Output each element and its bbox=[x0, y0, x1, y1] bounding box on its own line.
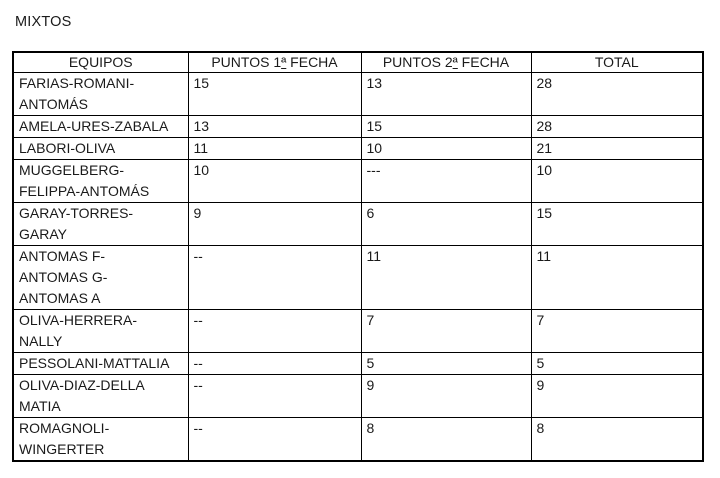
table-row bbox=[13, 246, 703, 310]
equipo-line: FELIPPA-ANTOMÁS bbox=[19, 183, 150, 199]
puntos-1-cell: -- bbox=[188, 418, 361, 462]
total-cell: 10 bbox=[531, 160, 703, 203]
table-row bbox=[13, 160, 703, 203]
equipo-line: ANTOMÁS bbox=[19, 96, 88, 112]
page-title: MIXTOS bbox=[15, 14, 72, 30]
puntos-1-cell: 10 bbox=[188, 160, 361, 203]
scores-table bbox=[12, 51, 704, 462]
total-cell: 11 bbox=[531, 246, 703, 310]
puntos-1-cell: -- bbox=[188, 246, 361, 310]
equipo-cell bbox=[13, 246, 188, 310]
table-row bbox=[13, 310, 703, 353]
puntos-2-cell: 11 bbox=[361, 246, 531, 310]
equipo-cell bbox=[13, 138, 188, 160]
equipo-line: GARAY-TORRES- bbox=[19, 205, 134, 221]
header-text: FECHA bbox=[286, 54, 338, 70]
equipo-line: AMELA-URES-ZABALA bbox=[19, 118, 169, 134]
table-row bbox=[13, 138, 703, 160]
table-row bbox=[13, 375, 703, 418]
table-row bbox=[13, 353, 703, 375]
equipo-cell bbox=[13, 353, 188, 375]
equipo-cell bbox=[13, 310, 188, 353]
column-header-equipos bbox=[13, 52, 188, 73]
table-row bbox=[13, 418, 703, 462]
equipo-line: ANTOMAS G- bbox=[19, 269, 108, 285]
equipo-line: GARAY bbox=[19, 226, 67, 242]
total-cell: 28 bbox=[531, 116, 703, 138]
equipo-line: LABORI-OLIVA bbox=[19, 140, 116, 156]
column-header-puntos_1 bbox=[188, 52, 361, 73]
total-cell: 28 bbox=[531, 73, 703, 116]
ordinal-indicator: ª bbox=[281, 54, 287, 70]
puntos-1-cell: -- bbox=[188, 353, 361, 375]
table-row bbox=[13, 73, 703, 116]
puntos-1-cell: 13 bbox=[188, 116, 361, 138]
equipo-cell bbox=[13, 375, 188, 418]
puntos-2-cell: 5 bbox=[361, 353, 531, 375]
ordinal-indicator: ª bbox=[452, 54, 458, 70]
puntos-1-cell: 15 bbox=[188, 73, 361, 116]
equipo-line: MUGGELBERG- bbox=[19, 162, 125, 178]
total-cell: 9 bbox=[531, 375, 703, 418]
header-row bbox=[13, 52, 703, 73]
column-header-total bbox=[531, 52, 703, 73]
puntos-1-cell: -- bbox=[188, 310, 361, 353]
equipo-line: ROMAGNOLI- bbox=[19, 420, 110, 436]
total-cell: 15 bbox=[531, 203, 703, 246]
header-text: PUNTOS 1 bbox=[211, 54, 282, 70]
header-text: EQUIPOS bbox=[68, 54, 133, 70]
table-row bbox=[13, 116, 703, 138]
puntos-1-cell: 9 bbox=[188, 203, 361, 246]
puntos-2-cell: 6 bbox=[361, 203, 531, 246]
puntos-2-cell: 15 bbox=[361, 116, 531, 138]
equipo-line: ANTOMAS F- bbox=[19, 248, 106, 264]
puntos-1-cell: 11 bbox=[188, 138, 361, 160]
table-row bbox=[13, 203, 703, 246]
total-cell: 8 bbox=[531, 418, 703, 462]
equipo-line: MATIA bbox=[19, 398, 61, 414]
equipo-line: OLIVA-DIAZ-DELLA bbox=[19, 377, 145, 393]
puntos-1-cell: -- bbox=[188, 375, 361, 418]
puntos-2-cell: --- bbox=[361, 160, 531, 203]
puntos-2-cell: 7 bbox=[361, 310, 531, 353]
equipo-line: NALLY bbox=[19, 333, 63, 349]
table-header bbox=[13, 52, 703, 73]
puntos-2-cell: 10 bbox=[361, 138, 531, 160]
equipo-line: ANTOMAS A bbox=[19, 290, 101, 306]
total-cell: 21 bbox=[531, 138, 703, 160]
equipo-line: PESSOLANI-MATTALIA bbox=[19, 355, 170, 371]
header-text: FECHA bbox=[457, 54, 510, 70]
equipo-line: OLIVA-HERRERA- bbox=[19, 312, 137, 328]
total-cell: 5 bbox=[531, 353, 703, 375]
equipo-cell bbox=[13, 160, 188, 203]
equipo-cell bbox=[13, 73, 188, 116]
puntos-2-cell: 13 bbox=[361, 73, 531, 116]
puntos-2-cell: 8 bbox=[361, 418, 531, 462]
table-body bbox=[13, 73, 703, 462]
equipo-line: FARIAS-ROMANI- bbox=[19, 75, 135, 91]
equipo-cell bbox=[13, 418, 188, 462]
equipo-line: WINGERTER bbox=[19, 441, 105, 457]
header-text: TOTAL bbox=[594, 54, 639, 70]
equipo-cell bbox=[13, 203, 188, 246]
column-header-puntos_2 bbox=[361, 52, 531, 73]
equipo-cell bbox=[13, 116, 188, 138]
total-cell: 7 bbox=[531, 310, 703, 353]
header-text: PUNTOS 2 bbox=[382, 54, 453, 70]
puntos-2-cell: 9 bbox=[361, 375, 531, 418]
